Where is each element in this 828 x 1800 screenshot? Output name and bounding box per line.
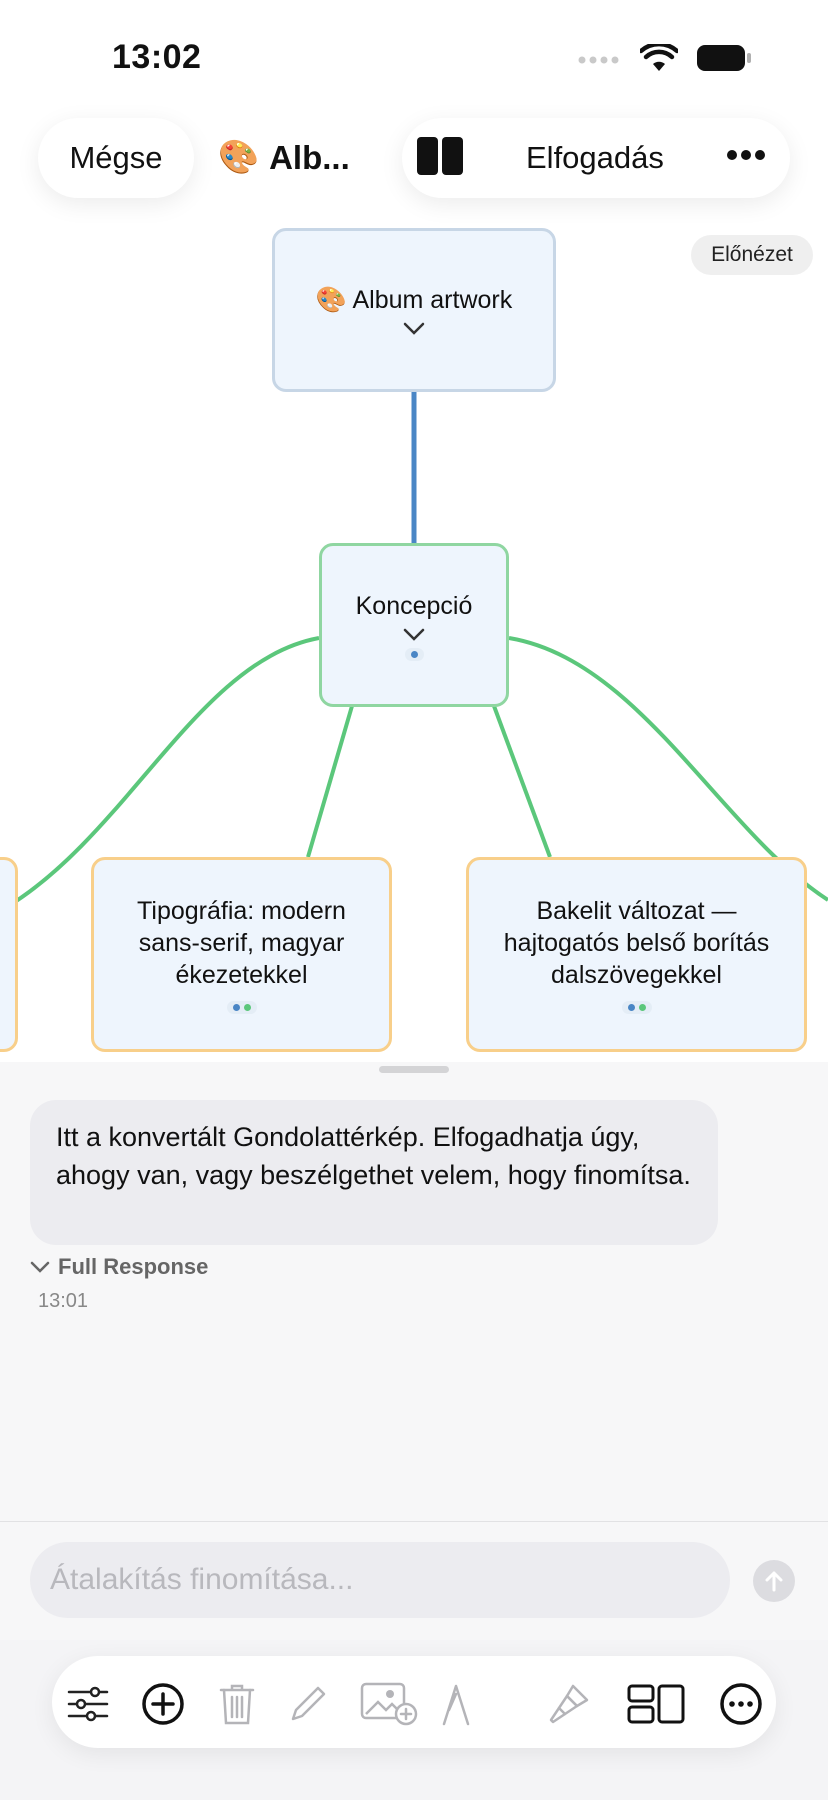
indicator-dot: [233, 1004, 240, 1011]
pencil-icon: [288, 1684, 328, 1724]
chevron-down-icon[interactable]: [403, 628, 425, 642]
brush-icon: [547, 1682, 591, 1726]
accept-label: Elfogadás: [526, 140, 664, 175]
layout-button[interactable]: [626, 1680, 686, 1728]
node-concept[interactable]: [319, 543, 509, 707]
node-vinyl[interactable]: [466, 857, 807, 1052]
indicator-dot: [244, 1004, 251, 1011]
sliders-icon: [67, 1686, 109, 1722]
style-brush-button[interactable]: [545, 1680, 593, 1728]
cancel-label: Mégse: [69, 140, 163, 175]
refine-input[interactable]: [30, 1542, 730, 1618]
send-button[interactable]: [753, 1560, 795, 1602]
node-root-label: [316, 284, 512, 316]
adjust-button[interactable]: [64, 1680, 112, 1728]
node-typography-label: Tipográfia: modern sans-serif, magyar ékezetekkel: [137, 897, 346, 989]
trash-icon: [218, 1682, 256, 1726]
node-concept-label: Koncepció: [355, 591, 473, 620]
edge-mid-leaf-1: [308, 706, 352, 857]
document-title-text: Alb...: [269, 138, 350, 176]
palette-icon: 🎨: [218, 138, 260, 175]
sheet-grabber[interactable]: [379, 1066, 449, 1073]
text-style-button[interactable]: [432, 1680, 480, 1728]
node-leaf-offscreen[interactable]: [0, 857, 18, 1052]
add-circle-icon: [141, 1682, 185, 1726]
indicator-dot: [628, 1004, 635, 1011]
chevron-down-icon[interactable]: [403, 322, 425, 336]
add-node-button[interactable]: [139, 1680, 187, 1728]
node-indicator: [622, 1001, 652, 1014]
delete-button[interactable]: [213, 1680, 261, 1728]
edit-button[interactable]: [284, 1680, 332, 1728]
divider: [0, 1521, 828, 1522]
add-image-icon: [360, 1682, 418, 1726]
status-time: 13:02: [112, 38, 202, 76]
node-root[interactable]: [272, 228, 556, 392]
more-circle-icon: [719, 1682, 763, 1726]
node-indicator: [405, 648, 424, 661]
palette-icon: 🎨: [315, 286, 347, 314]
full-response-toggle[interactable]: [30, 1254, 208, 1280]
indicator-dot: [639, 1004, 646, 1011]
more-options-button[interactable]: [717, 1680, 765, 1728]
layout-icon: [627, 1684, 685, 1724]
node-root-text: Album artwork: [352, 286, 513, 314]
arrow-up-icon: [764, 1570, 784, 1592]
text-style-icon: [438, 1682, 474, 1726]
add-image-button[interactable]: [360, 1680, 418, 1728]
preview-chip[interactable]: Előnézet: [691, 235, 813, 275]
edge-mid-leaf-2: [494, 706, 550, 857]
full-response-label: Full Response: [58, 1254, 209, 1279]
node-indicator: [227, 1001, 257, 1014]
node-typography[interactable]: [91, 857, 392, 1052]
node-vinyl-label: Bakelit változat — hajtogatós belső borítás dalszövegekkel: [503, 897, 770, 989]
assistant-message: Itt a konvertált Gondolattérkép. Elfogadhatja úgy, ahogy van, vagy beszélgethet velem, hogy finomítsa.: [30, 1100, 718, 1245]
chevron-down-icon: [30, 1261, 50, 1273]
indicator-dot: [411, 651, 418, 658]
message-timestamp: 13:01: [38, 1290, 89, 1312]
